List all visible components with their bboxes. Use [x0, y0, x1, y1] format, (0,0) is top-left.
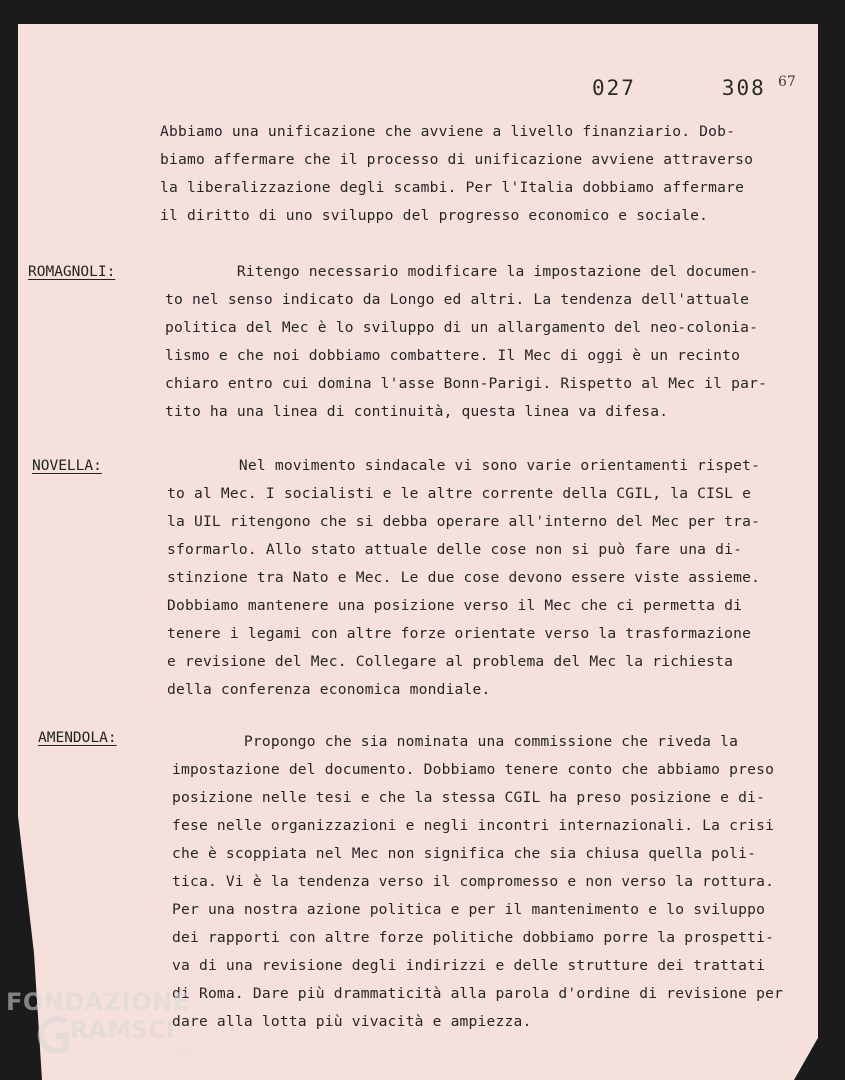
text-line: stinzione tra Nato e Mec. Le due cose devono essere viste assieme.: [167, 569, 761, 586]
text-line: Nel movimento sindacale vi sono varie orientamenti rispet-: [167, 457, 761, 474]
text-line: la liberalizzazione degli scambi. Per l'Italia dobbiamo affermare: [160, 179, 745, 196]
text-line: Dobbiamo mantenere una posizione verso il Mec che ci permetta di: [167, 597, 743, 614]
text-line: dei rapporti con altre forze politiche dobbiamo porre la prospetti-: [172, 929, 775, 946]
page-number: 67: [778, 74, 796, 90]
speaker-amendola: AMENDOLA:: [38, 730, 117, 746]
text-line: biamo affermare che il processo di unificazione avviene attraverso: [160, 151, 754, 168]
text-line: sformarlo. Allo stato attuale delle cose non si può fare una di-: [167, 541, 743, 558]
text-line: posizione nelle tesi e che la stessa CGIL ha preso posizione e di-: [172, 789, 766, 806]
text-line: che è scoppiata nel Mec non significa che sia chiusa quella poli-: [172, 845, 757, 862]
paragraph-intro: [160, 118, 820, 230]
text-line: to al Mec. I socialisti e le altre corrente della CGIL, la CISL e: [167, 485, 752, 502]
text-line: la UIL ritengono che si debba operare all'interno del Mec per tra-: [167, 513, 761, 530]
speaker-romagnoli: ROMAGNOLI:: [28, 264, 116, 280]
text-line: chiaro entro cui domina l'asse Bonn-Parigi. Rispetto al Mec il par-: [165, 375, 768, 392]
gramsci-g-logo-icon: [36, 1012, 72, 1056]
text-line: impostazione del documento. Dobbiamo tenere conto che abbiamo preso: [172, 761, 775, 778]
text-line: della conferenza economica mondiale.: [167, 681, 491, 698]
text-line: tito ha una linea di continuità, questa linea va difesa.: [165, 403, 669, 420]
paragraph-novella: [167, 452, 827, 704]
text-line: Ritengo necessario modificare la impostazione del documen-: [165, 263, 759, 280]
text-line: Per una nostra azione politica e per il mantenimento e lo sviluppo: [172, 901, 766, 918]
paragraph-romagnoli: [165, 258, 825, 426]
text-line: tenere i legami con altre forze orientate verso la trasformazione: [167, 625, 752, 642]
watermark-line1: FONDAZIONE: [6, 988, 190, 1016]
watermark-small: ONLUS: [174, 1048, 202, 1057]
paragraph-amendola: [172, 728, 832, 1036]
text-line: il diritto di uno sviluppo del progresso economico e sociale.: [160, 207, 709, 224]
text-line: e revisione del Mec. Collegare al problema del Mec la richiesta: [167, 653, 734, 670]
text-line: to nel senso indicato da Longo ed altri. La tendenza dell'attuale: [165, 291, 750, 308]
fondazione-gramsci-watermark: [6, 988, 202, 1068]
text-line: di Roma. Dare più drammaticità alla parola d'ordine di revisione per: [172, 985, 784, 1002]
text-line: va di una revisione degli indirizzi e delle strutture dei trattati: [172, 957, 766, 974]
text-line: Abbiamo una unificazione che avviene a livello finanziario. Dob-: [160, 123, 736, 140]
speaker-novella: NOVELLA:: [32, 458, 102, 474]
text-line: politica del Mec è lo sviluppo di un allargamento del neo-colonia-: [165, 319, 759, 336]
text-line: lismo e che noi dobbiamo combattere. Il Mec di oggi è un recinto: [165, 347, 741, 364]
watermark-line2: RAMSCI: [70, 1016, 175, 1044]
document-number: 027 308: [592, 76, 766, 100]
text-line: tica. Vi è la tendenza verso il compromesso e non verso la rottura.: [172, 873, 775, 890]
text-line: fese nelle organizzazioni e negli incontri internazionali. La crisi: [172, 817, 775, 834]
text-line: dare alla lotta più vivacità e ampiezza.: [172, 1013, 532, 1030]
text-line: Propongo che sia nominata una commissione che riveda la: [172, 733, 739, 750]
